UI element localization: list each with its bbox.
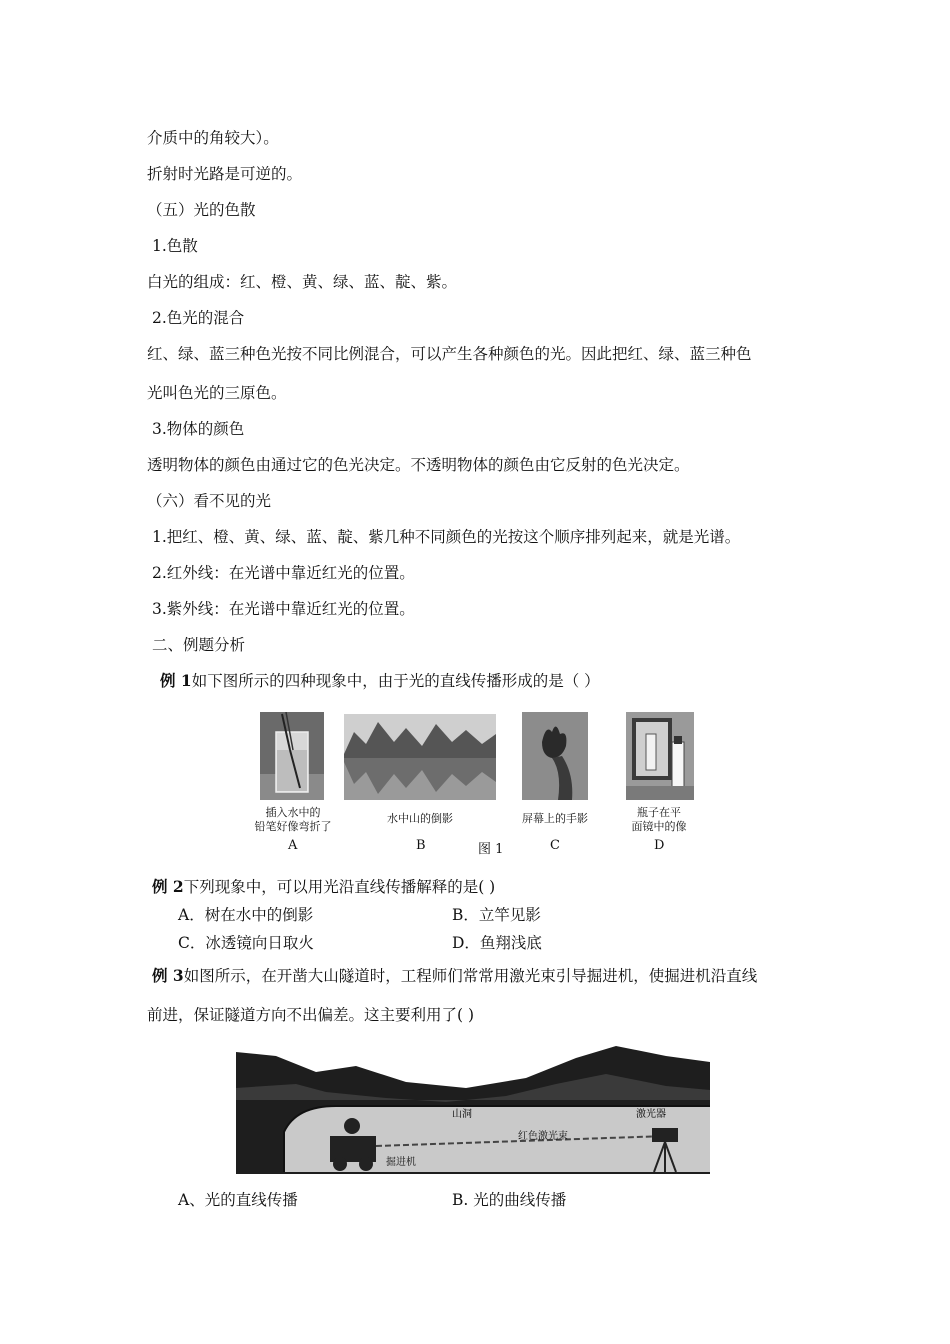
option-d: D．鱼翔浅底 <box>452 934 542 952</box>
panel-a-letter: A <box>288 838 298 853</box>
mountain-label: 山洞 <box>452 1109 472 1120</box>
section-heading: 二、例题分析 <box>152 636 246 654</box>
machine-label: 掘进机 <box>386 1157 416 1168</box>
text-line: 折射时光路是可逆的。 <box>147 165 303 183</box>
example-label: 例 3 <box>152 966 184 985</box>
text-line: 2.色光的混合 <box>152 309 245 327</box>
example-2-question <box>152 877 495 897</box>
example-3-question <box>152 966 757 986</box>
text-line: 红、绿、蓝三种色光按不同比例混合，可以产生各种颜色的光。因此把红、绿、蓝三种色 <box>147 345 752 363</box>
panel-c-letter: C <box>550 838 560 853</box>
figure-1 <box>250 708 710 858</box>
panel-b-caption: 水中山的倒影 <box>387 812 453 825</box>
text-line: 光叫色光的三原色。 <box>147 384 287 402</box>
figure-caption: 图 1 <box>478 842 504 857</box>
text-line: 1.色散 <box>152 237 198 255</box>
panel-d-caption: 瓶子在平 面镜中的像 <box>631 806 687 833</box>
text-line: 3.物体的颜色 <box>152 420 245 438</box>
option-a: A．树在水中的倒影 <box>178 906 314 924</box>
tunnel-figure <box>236 1044 710 1174</box>
question-text-continued: 前进，保证隧道方向不出偏差。这主要利用了( ) <box>147 1006 475 1024</box>
section-heading: （五）光的色散 <box>147 201 256 219</box>
panel-c-caption: 屏幕上的手影 <box>522 812 588 825</box>
laser-label: 红色激光束 <box>518 1131 568 1142</box>
hand-shadow-image <box>522 712 588 800</box>
option-b: B．立竿见影 <box>452 906 541 924</box>
text-line: 白光的组成：红、橙、黄、绿、蓝、靛、紫。 <box>147 273 458 291</box>
text-line: 1.把红、橙、黄、绿、蓝、靛、紫几种不同颜色的光按这个顺序排列起来，就是光谱。 <box>152 528 741 546</box>
question-text: 如下图所示的四种现象中，由于光的直线传播形成的是（ ） <box>191 672 600 690</box>
section-heading: （六）看不见的光 <box>147 492 272 510</box>
question-text: 如图所示，在开凿大山隧道时，工程师们常常用激光束引导掘进机，使掘进机沿直线 <box>183 967 758 985</box>
example-1-question <box>160 671 600 691</box>
example-label: 例 2 <box>152 877 184 896</box>
option-a: A、光的直线传播 <box>178 1191 298 1209</box>
device-label: 激光器 <box>636 1109 666 1120</box>
option-b: B. 光的曲线传播 <box>452 1191 567 1209</box>
option-c: C．冰透镜向日取火 <box>178 934 314 952</box>
mountain-reflection-image <box>344 714 496 800</box>
example-label: 例 1 <box>160 671 192 690</box>
panel-a-caption: 插入水中的 铅笔好像弯折了 <box>254 806 332 833</box>
panel-b-letter: B <box>416 838 426 853</box>
text-line: 透明物体的颜色由通过它的色光决定。不透明物体的颜色由它反射的色光决定。 <box>147 456 690 474</box>
panel-d-letter: D <box>654 838 665 853</box>
question-text: 下列现象中，可以用光沿直线传播解释的是( ) <box>183 878 496 896</box>
bottle-in-mirror-image <box>626 712 694 800</box>
pencil-in-water-image <box>260 712 324 800</box>
text-line: 3.紫外线：在光谱中靠近红光的位置。 <box>152 600 415 618</box>
text-line: 介质中的角较大）。 <box>147 129 279 147</box>
text-line: 2.红外线：在光谱中靠近红光的位置。 <box>152 564 415 582</box>
